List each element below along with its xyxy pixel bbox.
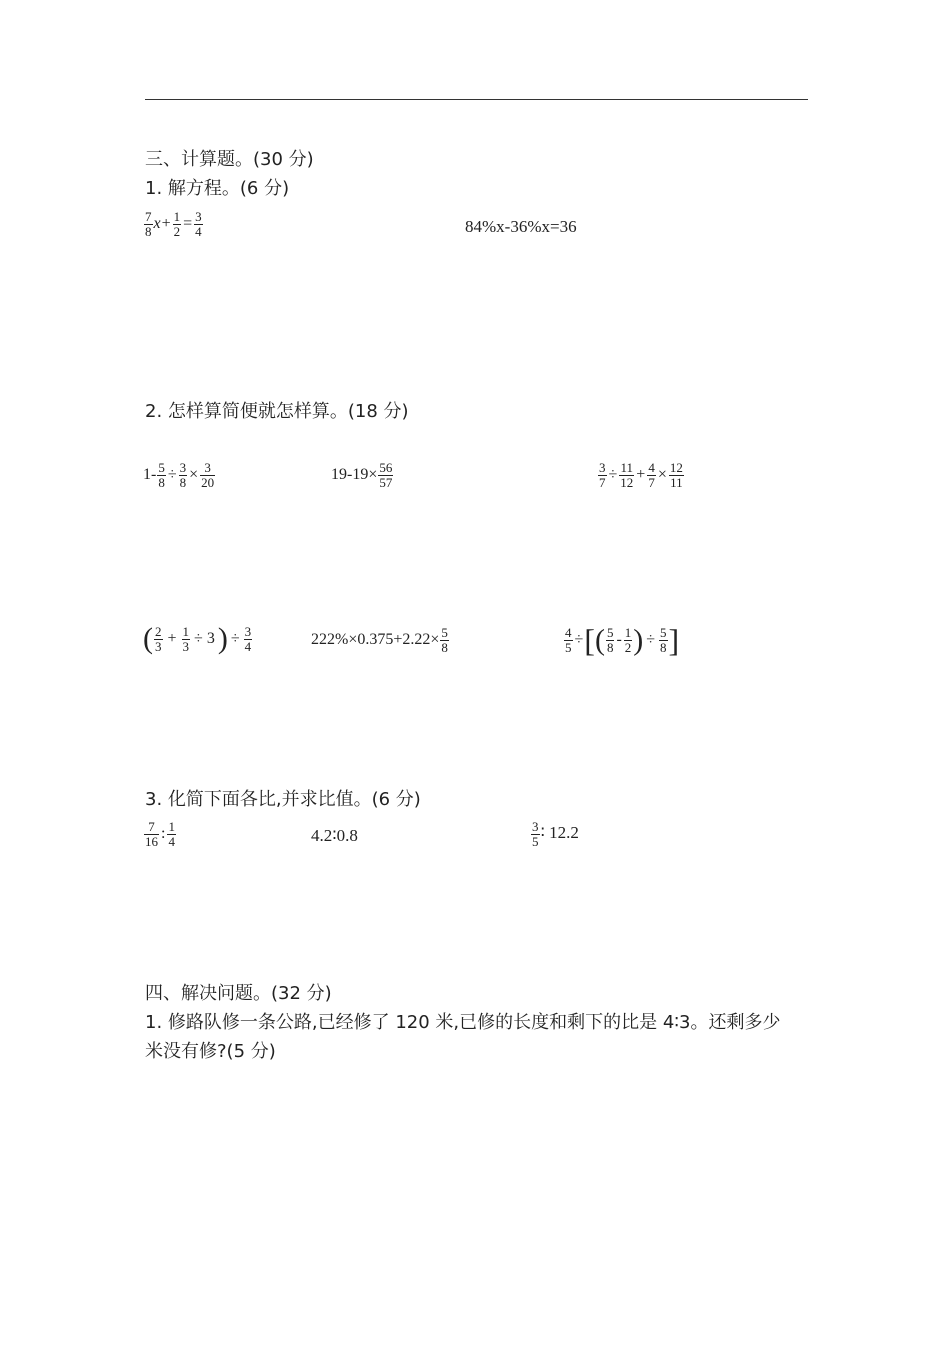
- q2-expression-2: 19-19× $\frac{56}{57}$: [331, 460, 393, 490]
- q3-ratio-1: $\frac{7}{16}$ : $\frac{1}{4}$: [145, 819, 175, 849]
- section-4-title: 四、解决问题。(32 分): [145, 983, 332, 1004]
- section-3-title: 三、计算题。(30 分): [145, 149, 314, 170]
- q3-title: 3. 化简下面各比,并求比值。(6 分): [145, 789, 421, 810]
- q3-ratio-3: $\frac{3}{5}$ ∶ 12.2: [532, 819, 579, 849]
- q2-expression-3: $\frac{3}{7}$ ÷ $\frac{11}{12}$ + $\frac{4}{7}$ × $\frac{12}{11}$: [599, 460, 683, 490]
- fraction: $\frac{3}{8}$: [179, 460, 187, 490]
- q2-expression-5: 222%×0.375+2.22× $\frac{5}{8}$: [311, 625, 448, 655]
- fraction: $\frac{1}{4}$: [168, 819, 175, 849]
- fraction: $\frac{1}{2}$: [624, 625, 632, 655]
- header-rule: [145, 99, 808, 100]
- q2-expression-6: $\frac{4}{5}$ ÷[( $\frac{5}{8}$ - $\frac{1}{2}$ ) ÷ $\frac{5}{8}$ ]: [565, 622, 680, 658]
- fraction: $\frac{3}{20}$: [201, 460, 215, 490]
- fraction: $\frac{2}{3}$: [155, 623, 162, 654]
- fraction: $\frac{4}{7}$: [648, 460, 655, 490]
- fraction: $\frac{5}{8}$: [158, 460, 165, 490]
- fraction: $\frac{3}{5}$: [532, 819, 539, 849]
- q1-equation-1: $\frac{7}{8}$ x+ $\frac{1}{2}$ = $\frac{3}{4}$: [145, 209, 202, 239]
- fraction: $\frac{3}{4}$: [195, 209, 202, 239]
- q4-text-line-2: 米没有修?(5 分): [145, 1041, 276, 1062]
- fraction: $\frac{56}{57}$: [379, 460, 393, 490]
- q2-title: 2. 怎样算简便就怎样算。(18 分): [145, 401, 409, 422]
- fraction: $\frac{3}{7}$: [599, 460, 606, 490]
- fraction: $\frac{12}{11}$: [669, 460, 683, 490]
- fraction: $\frac{1}{2}$: [173, 209, 181, 239]
- fraction: $\frac{11}{12}$: [620, 460, 634, 490]
- q4-text-line-1: 1. 修路队修一条公路,已经修了 120 米,已修的长度和剩下的比是 4∶3。还剩多少: [145, 1012, 781, 1033]
- fraction: $\frac{7}{16}$: [145, 819, 158, 849]
- fraction: $\frac{5}{8}$: [660, 625, 667, 655]
- fraction: $\frac{1}{3}$: [182, 623, 190, 654]
- fraction: $\frac{5}{8}$: [441, 625, 448, 655]
- fraction: $\frac{5}{8}$: [606, 625, 614, 655]
- q2-expression-1: 1- $\frac{5}{8}$ ÷ $\frac{3}{8}$ × $\frac{3}{20}$: [143, 460, 215, 490]
- q1-title: 1. 解方程。(6 分): [145, 178, 290, 199]
- fraction: $\frac{7}{8}$: [145, 209, 152, 239]
- q2-expression-4: ( $\frac{2}{3}$ + $\frac{1}{3}$ ÷ 3 ) ÷ $\frac{3}{4}$: [143, 622, 252, 655]
- q1-equation-2: 84%x-36%x=36: [465, 217, 577, 236]
- fraction: $\frac{3}{4}$: [244, 623, 252, 654]
- q3-ratio-2: 4.2∶0.8: [311, 826, 358, 845]
- fraction: $\frac{4}{5}$: [565, 625, 572, 655]
